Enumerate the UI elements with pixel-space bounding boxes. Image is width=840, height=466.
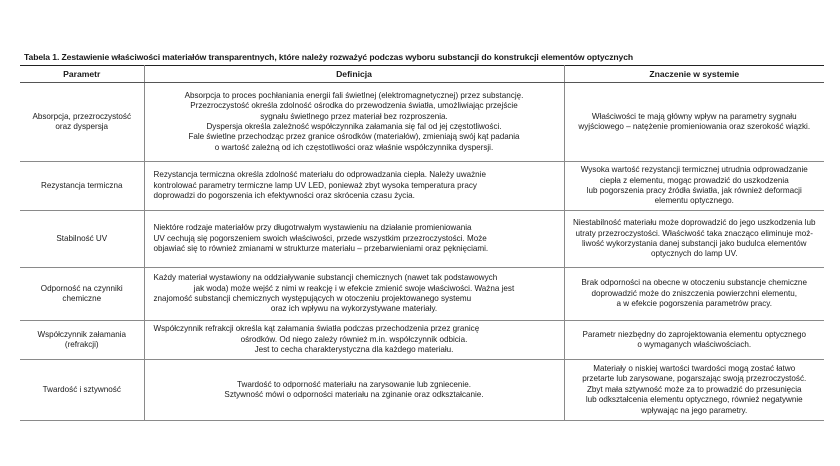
cell-definition-line: Fale świetlne przechodząc przez granice ośrodków (materiałów), zmieniają swój kąt padania xyxy=(188,132,520,142)
header-parameter: Parametr xyxy=(20,66,144,83)
cell-significance-line: elementu optycznego. xyxy=(654,196,734,206)
cell-parameter-line: Rezystancja termiczna xyxy=(41,180,123,190)
cell-definition-line: Rezystancja termiczna określa zdolność materiału do odprowadzania ciepła. Należy uważnie xyxy=(153,170,486,180)
cell-parameter-line: Stabilność UV xyxy=(56,233,108,243)
properties-table xyxy=(20,65,824,421)
cell-definition-line: UV cechują się pogorszeniem swoich właściwości, przede wszystkim przezroczystości. Może xyxy=(153,233,487,243)
cell-significance-line: ciepła z elementu, mogąc prowadzić do uszkodzenia xyxy=(599,175,789,185)
cell-significance-line: Materiały o niskiej wartości twardości mogą zostać łatwo xyxy=(593,363,796,373)
header-definition: Definicja xyxy=(144,66,564,83)
table-caption: Tabela 1. Zestawienie właściwości materiałów transparentnych, które należy rozważyć podczas wyboru substancji do konstrukcji elementów optycznych xyxy=(24,52,634,62)
cell-definition-line: kontrolować parametry termiczne lamp UV LED, ponieważ zbyt wysoka temperatura pracy xyxy=(153,180,477,190)
cell-significance-line: wyjściowego – natężenie promieniowania oraz szerokość wiązki. xyxy=(578,122,811,131)
cell-parameter-line: Odporność na czynniki xyxy=(40,283,123,293)
header-row xyxy=(20,66,824,83)
cell-parameter-line: Współczynnik załamania xyxy=(37,329,127,339)
cell-definition xyxy=(144,162,564,211)
cell-significance-line: liwość wykorzystania danej substancji jako budulca elementów xyxy=(582,239,807,248)
cell-definition xyxy=(144,360,564,421)
cell-parameter xyxy=(20,211,144,268)
cell-definition-line: Absorpcja to proces pochłaniania energii fali świetlnej (elektromagnetycznej) przez substancję. xyxy=(184,90,524,100)
table-row xyxy=(20,268,824,321)
cell-definition-line: Niektóre rodzaje materiałów przy długotrwałym wystawieniu na działanie promieniowania xyxy=(153,223,472,233)
table-container xyxy=(20,52,824,421)
cell-significance-line: optycznych do lamp UV. xyxy=(650,249,738,259)
cell-definition-line: Przezroczystość określa zdolność ośrodka do przewodzenia światła, umożliwiając przejście xyxy=(190,101,518,111)
cell-definition xyxy=(144,268,564,321)
cell-definition-line: doprowadzi do pogorszenia ich efektywności oraz skrócenia czasu życia. xyxy=(153,191,415,201)
header-significance: Znaczenie w systemie xyxy=(564,66,824,83)
cell-significance-line: Wysoka wartość rezystancji termicznej utrudnia odprowadzanie xyxy=(580,165,808,175)
cell-parameter-line: Twardość i sztywność xyxy=(42,384,121,394)
cell-definition-line: sygnału świetlnego przez materiał bez rozproszenia. xyxy=(260,111,448,121)
cell-significance xyxy=(564,83,824,162)
cell-definition-line: oraz ich wpływu na wykorzystywane materiały. xyxy=(270,304,438,314)
table-row xyxy=(20,360,824,421)
cell-definition-line: Dyspersja określa zależność współczynnika załamania się fal od jej częstotliwości. xyxy=(206,122,502,131)
cell-significance xyxy=(564,162,824,211)
cell-definition-line: znajomość substancji chemicznych występujących w otoczeniu projektowanego systemu xyxy=(153,294,472,303)
cell-definition-line: Twardość to odporność materiału na zarysowanie lub zgniecenie. xyxy=(237,379,471,389)
table-row xyxy=(20,211,824,268)
cell-definition xyxy=(144,321,564,360)
cell-significance-line: utraty przezroczystości. Właściwość taka znacząco eliminuje moż- xyxy=(575,228,813,238)
cell-definition xyxy=(144,83,564,162)
cell-significance-line: lub pogorszenia pracy źródła światła, jak również deformacji xyxy=(586,186,802,195)
cell-significance xyxy=(564,268,824,321)
cell-definition-line: Współczynnik refrakcji określa kąt załamania światła podczas przechodzenia przez granicę xyxy=(153,324,480,334)
table-row xyxy=(20,162,824,211)
cell-definition-line: Jest to cecha charakterystyczna dla każdego materiału. xyxy=(254,345,454,355)
cell-definition-line: Każdy materiał wystawiony na oddziaływanie substancji chemicznych (nawet tak podstawowych xyxy=(153,273,498,283)
cell-significance-line: Brak odporności na obecne w otoczeniu substancje chemiczne xyxy=(581,278,807,288)
cell-parameter-line: (refrakcji) xyxy=(64,340,99,349)
cell-definition xyxy=(144,211,564,268)
cell-significance-line: Zbyt mała sztywność może za to prowadzić do przesunięcia xyxy=(586,384,802,394)
cell-significance-line: o wymaganych właściwościach. xyxy=(637,340,752,349)
cell-parameter xyxy=(20,360,144,421)
cell-definition-line: jak woda) może wejść z nimi w reakcję i w efekcie zmienić swoje właściwości. Ważna jest xyxy=(193,283,515,293)
table-row xyxy=(20,321,824,360)
cell-significance-line: przetarte lub zarysowane, pogarszając swoją przezroczystość. xyxy=(582,374,807,384)
cell-significance-line: Właściwości te mają główny wpływ na parametry sygnału xyxy=(591,111,797,121)
cell-significance-line: lub odkształcenia elementu optycznego, również negatywnie xyxy=(585,395,803,405)
cell-definition-line: objawiać się to również zmianami w strukturze materiału – przebarwieniami oraz pęknięciami. xyxy=(153,244,489,254)
cell-parameter xyxy=(20,83,144,162)
cell-parameter xyxy=(20,162,144,211)
table-row xyxy=(20,83,824,162)
table-body xyxy=(20,83,824,421)
cell-significance-line: Parametr niezbędny do zaprojektowania elementu optycznego xyxy=(582,329,807,339)
cell-significance-line: doprowadzić może do zniszczenia powierzchni elementu, xyxy=(591,288,798,298)
cell-significance xyxy=(564,321,824,360)
cell-definition-line: o wartość zależną od ich częstotliwości oraz właśnie współczynnika dyspersji. xyxy=(214,142,494,152)
cell-definition-line: Sztywność mówi o odporności materiału na zginanie oraz odkształcanie. xyxy=(224,390,484,399)
cell-significance xyxy=(564,360,824,421)
cell-significance-line: wpływając na jego parametry. xyxy=(641,405,748,415)
cell-parameter xyxy=(20,268,144,321)
cell-significance xyxy=(564,211,824,268)
cell-significance-line: a w efekcie pogorszenia parametrów pracy. xyxy=(616,299,772,309)
cell-parameter-line: Absorpcja, przezroczystość xyxy=(32,111,131,121)
cell-definition-line: ośrodków. Od niego zależy również m.in. współczynnik odbicia. xyxy=(240,334,468,344)
cell-parameter-line: chemiczne xyxy=(62,294,102,303)
cell-significance-line: Niestabilność materiału może doprowadzić do jego uszkodzenia lub xyxy=(573,218,816,228)
cell-parameter xyxy=(20,321,144,360)
cell-parameter-line: oraz dyspersja xyxy=(55,122,109,131)
